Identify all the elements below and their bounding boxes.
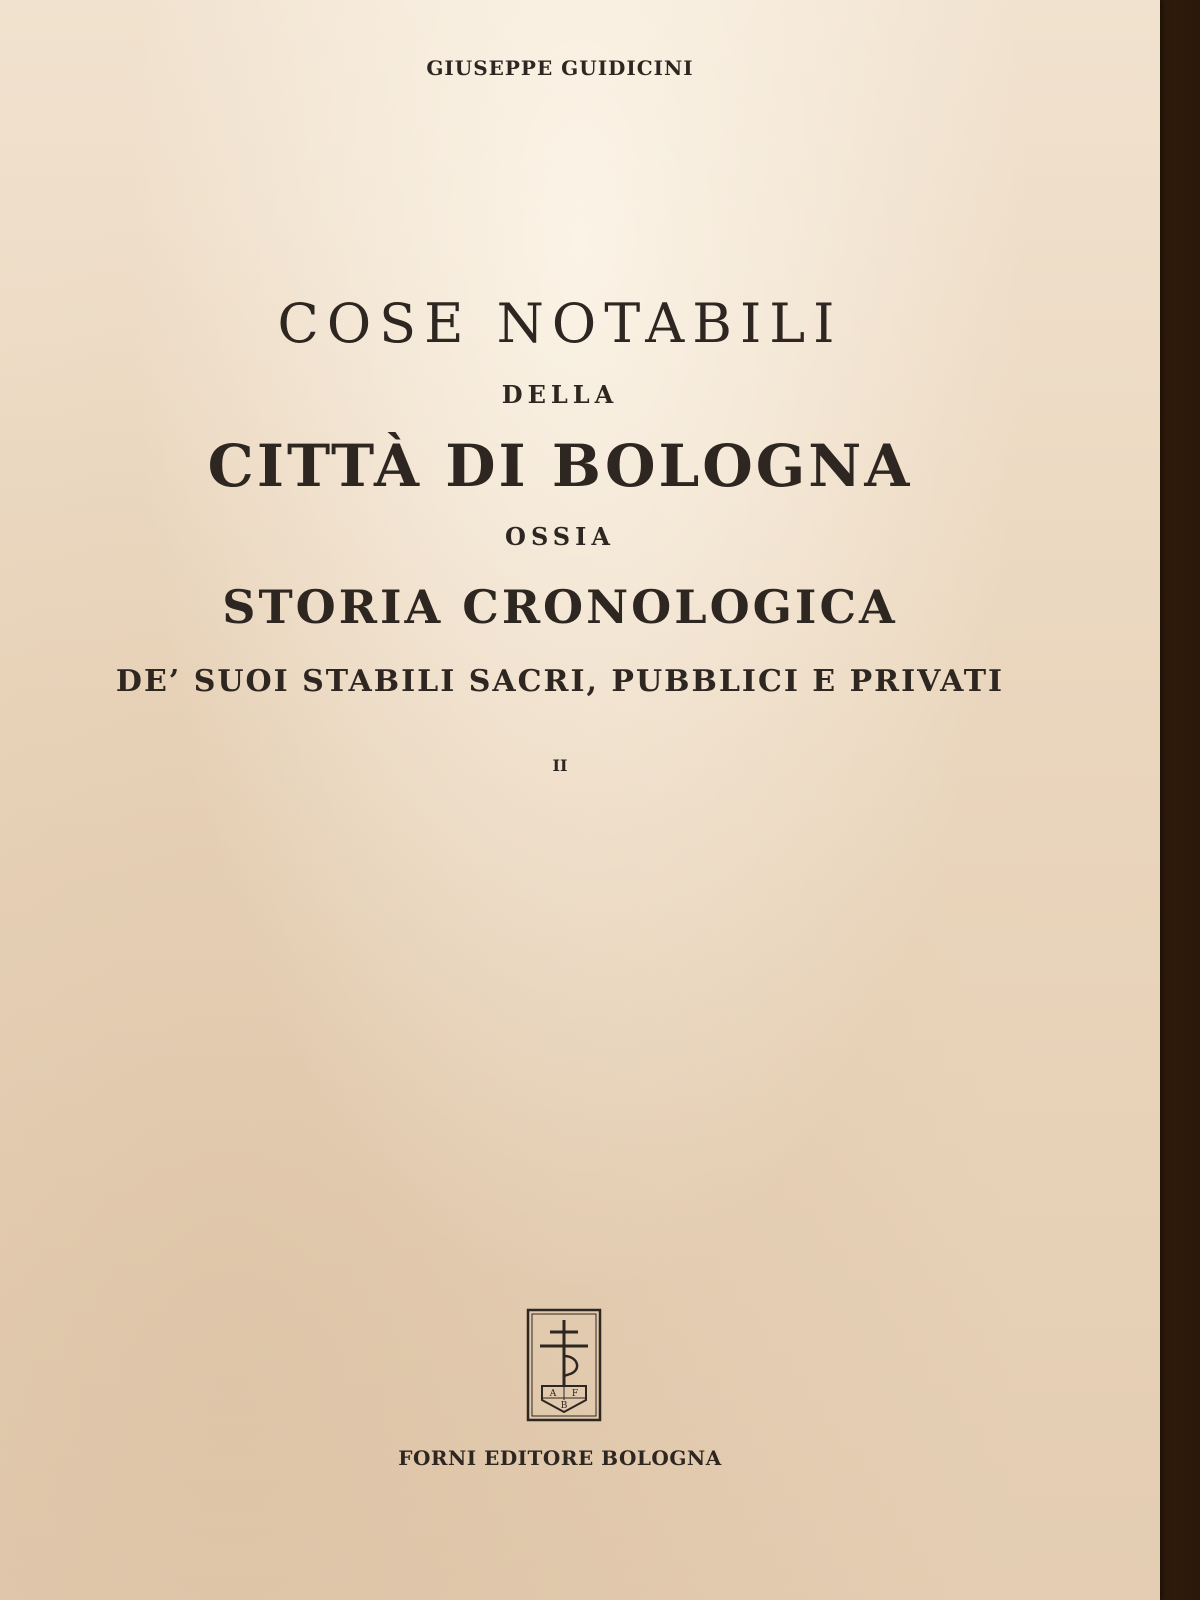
- author-name: GIUSEPPE GUIDICINI: [426, 56, 694, 80]
- title-line-2: CITTÀ DI BOLOGNA: [207, 432, 913, 500]
- subtitle: DE’ SUOI STABILI SACRI, PUBBLICI E PRIVATI: [115, 664, 1005, 699]
- logo-letter-a: A: [549, 1389, 557, 1399]
- publisher-name: FORNI EDITORE BOLOGNA: [398, 1446, 722, 1470]
- publisher-mark-icon: [526, 1308, 602, 1422]
- title-line-1: COSE NOTABILI: [277, 292, 843, 355]
- volume-number: II: [552, 756, 568, 775]
- title-connector-ossia: OSSIA: [505, 522, 615, 551]
- logo-letter-f: F: [571, 1389, 579, 1399]
- title-connector-della: DELLA: [501, 380, 619, 409]
- title-line-3: STORIA CRONOLOGICA: [222, 580, 898, 634]
- logo-letter-b: B: [560, 1401, 568, 1411]
